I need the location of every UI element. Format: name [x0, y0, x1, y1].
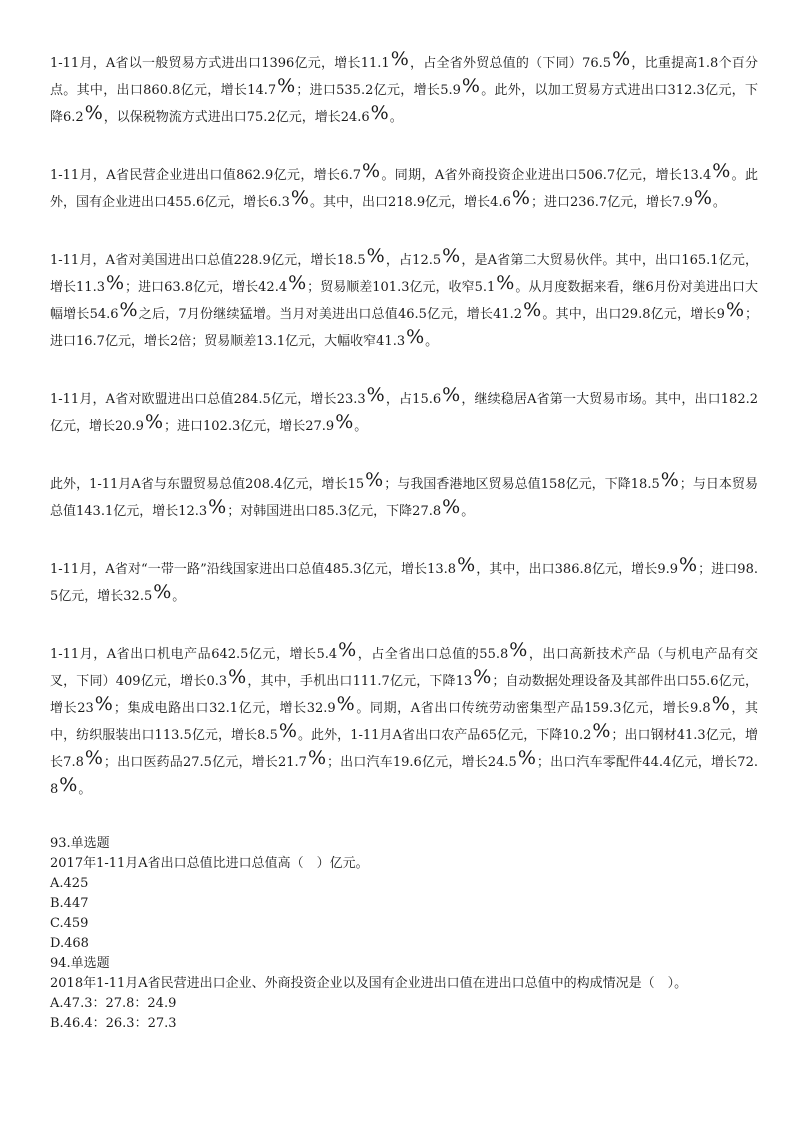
percent-sign: % — [144, 411, 164, 433]
percent-sign: % — [105, 272, 125, 294]
percent-sign: % — [208, 496, 227, 518]
percent-sign: % — [84, 102, 103, 124]
question-stem: 2018年1-11月A省民营进出口企业、外商投资企业以及国有企业进出口值在进出口总值中的构成情况是（ ）。 — [50, 976, 688, 991]
passage-paragraph-4: 1-11月，A省对欧盟进出口总值284.5亿元，增长23.3%，占15.6%，继续稳居A省第一大贸易市场。其中，出口182.2亿元，增长20.9%；进口102.3亿元，增长27.9%。 — [50, 384, 758, 434]
passage — [50, 50, 758, 803]
percent-sign: % — [335, 411, 354, 433]
question-number: 94.单选题 — [50, 956, 110, 971]
percent-sign: % — [336, 693, 355, 715]
passage-paragraph-2: 1-11月，A省民营企业进出口值862.9亿元，增长6.7%。同期，A省外商投资企业进出口506.7亿元，增长13.4%。此外，国有企业进出口455.6亿元，增长6.3%。其中，出口218.9亿元，增长4.6%；进口236.7亿元，增长7.9%。 — [50, 160, 758, 210]
percent-sign: % — [679, 554, 698, 576]
percent-sign: % — [390, 48, 409, 70]
percent-sign: % — [442, 496, 461, 518]
percent-sign: % — [94, 693, 113, 715]
percent-sign: % — [277, 75, 296, 97]
percent-sign: % — [457, 554, 476, 576]
percent-sign: % — [119, 299, 138, 321]
option-a[interactable]: A.425 — [50, 876, 89, 891]
percent-sign: % — [523, 299, 542, 321]
percent-sign: % — [84, 747, 103, 769]
percent-sign: % — [288, 272, 307, 294]
percent-sign: % — [370, 102, 389, 124]
percent-sign: % — [362, 160, 381, 182]
passage-paragraph-3: 1-11月，A省对美国进出口总值228.9亿元，增长18.5%，占12.5%，是A省第二大贸易伙伴。其中，出口165.1亿元，增长11.3%；进口63.8亿元，增长42.4%；贸易顺差101.3亿元，收窄5.1%。从月度数据来看，继6月份对美进出口大幅增长54.6%之后，7月份继续猛增。当月对美进出口总值46.5亿元，增长41.2%。其中，出口29.8亿元，增长9%；进口16.7亿元，增长2倍；贸易顺差13.1亿元，大幅收窄41.3%。 — [50, 245, 759, 349]
question-number: 93.单选题 — [50, 836, 110, 851]
option-b[interactable]: B.46.4：26.3：27.3 — [50, 1016, 177, 1031]
percent-sign: % — [442, 245, 461, 267]
question-94 — [50, 954, 758, 1034]
percent-sign: % — [338, 639, 357, 661]
option-a[interactable]: A.47.3：27.8：24.9 — [50, 996, 177, 1011]
percent-sign: % — [592, 720, 611, 742]
percent-sign: % — [228, 666, 247, 688]
question-stem: 2017年1-11月A省出口总值比进口总值高（ ）亿元。 — [50, 856, 369, 871]
option-c[interactable]: C.459 — [50, 916, 89, 931]
percent-sign: % — [366, 245, 385, 267]
option-b[interactable]: B.447 — [50, 896, 89, 911]
percent-sign: % — [307, 747, 326, 769]
passage-paragraph-1: 1-11月，A省以一般贸易方式进出口1396亿元，增长11.1%，占全省外贸总值的（下同）76.5%，比重提高1.8个百分点。其中，出口860.8亿元，增长14.7%；进口535.2亿元，增长5.9%。此外，以加工贸易方式进出口312.3亿元，下降6.2%，以保税物流方式进出口75.2亿元，增长24.6%。 — [50, 48, 758, 125]
percent-sign: % — [473, 666, 492, 688]
percent-sign: % — [461, 75, 480, 97]
percent-sign: % — [612, 48, 631, 70]
percent-sign: % — [406, 326, 425, 348]
passage-paragraph-6: 1-11月，A省对“一带一路”沿线国家进出口总值485.3亿元，增长13.8%，其中，出口386.8亿元，增长9.9%；进口98.5亿元，增长32.5%。 — [50, 554, 758, 604]
percent-sign: % — [725, 299, 744, 321]
percent-sign: % — [517, 747, 536, 769]
percent-sign: % — [511, 187, 530, 209]
percent-sign: % — [712, 160, 731, 182]
passage-paragraph-7: 1-11月，A省出口机电产品642.5亿元，增长5.4%，占全省出口总值的55.8%，出口高新技术产品（与机电产品有交叉，下同）409亿元，增长0.3%，其中，手机出口111.7亿元，下降13%；自动数据处理设备及其部件出口55.6亿元，增长23%；集成电路出口32.1亿元，增长32.9%。同期，A省出口传统劳动密集型产品159.3亿元，增长9.8%，其中，纺织服装出口113.5亿元，增长8.5%。此外，1-11月A省出口农产品65亿元，下降10.2%；出口钢材41.3亿元，增长7.8%；出口医药品27.5亿元，增长21.7%；出口汽车19.6亿元，增长24.5%；出口汽车零配件44.4亿元，增长72.8%。 — [50, 639, 758, 797]
percent-sign: % — [153, 581, 172, 603]
percent-sign: % — [366, 384, 385, 406]
percent-sign: % — [496, 272, 515, 294]
percent-sign: % — [660, 469, 679, 491]
percent-sign: % — [711, 693, 730, 715]
option-d[interactable]: D.468 — [50, 936, 89, 951]
percent-sign: % — [278, 720, 297, 742]
percent-sign: % — [365, 469, 384, 491]
percent-sign: % — [59, 774, 78, 796]
percent-sign: % — [442, 384, 461, 406]
percent-sign: % — [509, 639, 528, 661]
percent-sign: % — [693, 187, 712, 209]
passage-paragraph-5: 此外，1-11月A省与东盟贸易总值208.4亿元，增长15%；与我国香港地区贸易总值158亿元，下降18.5%；与日本贸易总值143.1亿元，增长12.3%；对韩国进出口85.3亿元，下降27.8%。 — [50, 469, 758, 519]
question-93 — [50, 834, 758, 954]
question-list — [50, 834, 758, 1034]
percent-sign: % — [290, 187, 309, 209]
